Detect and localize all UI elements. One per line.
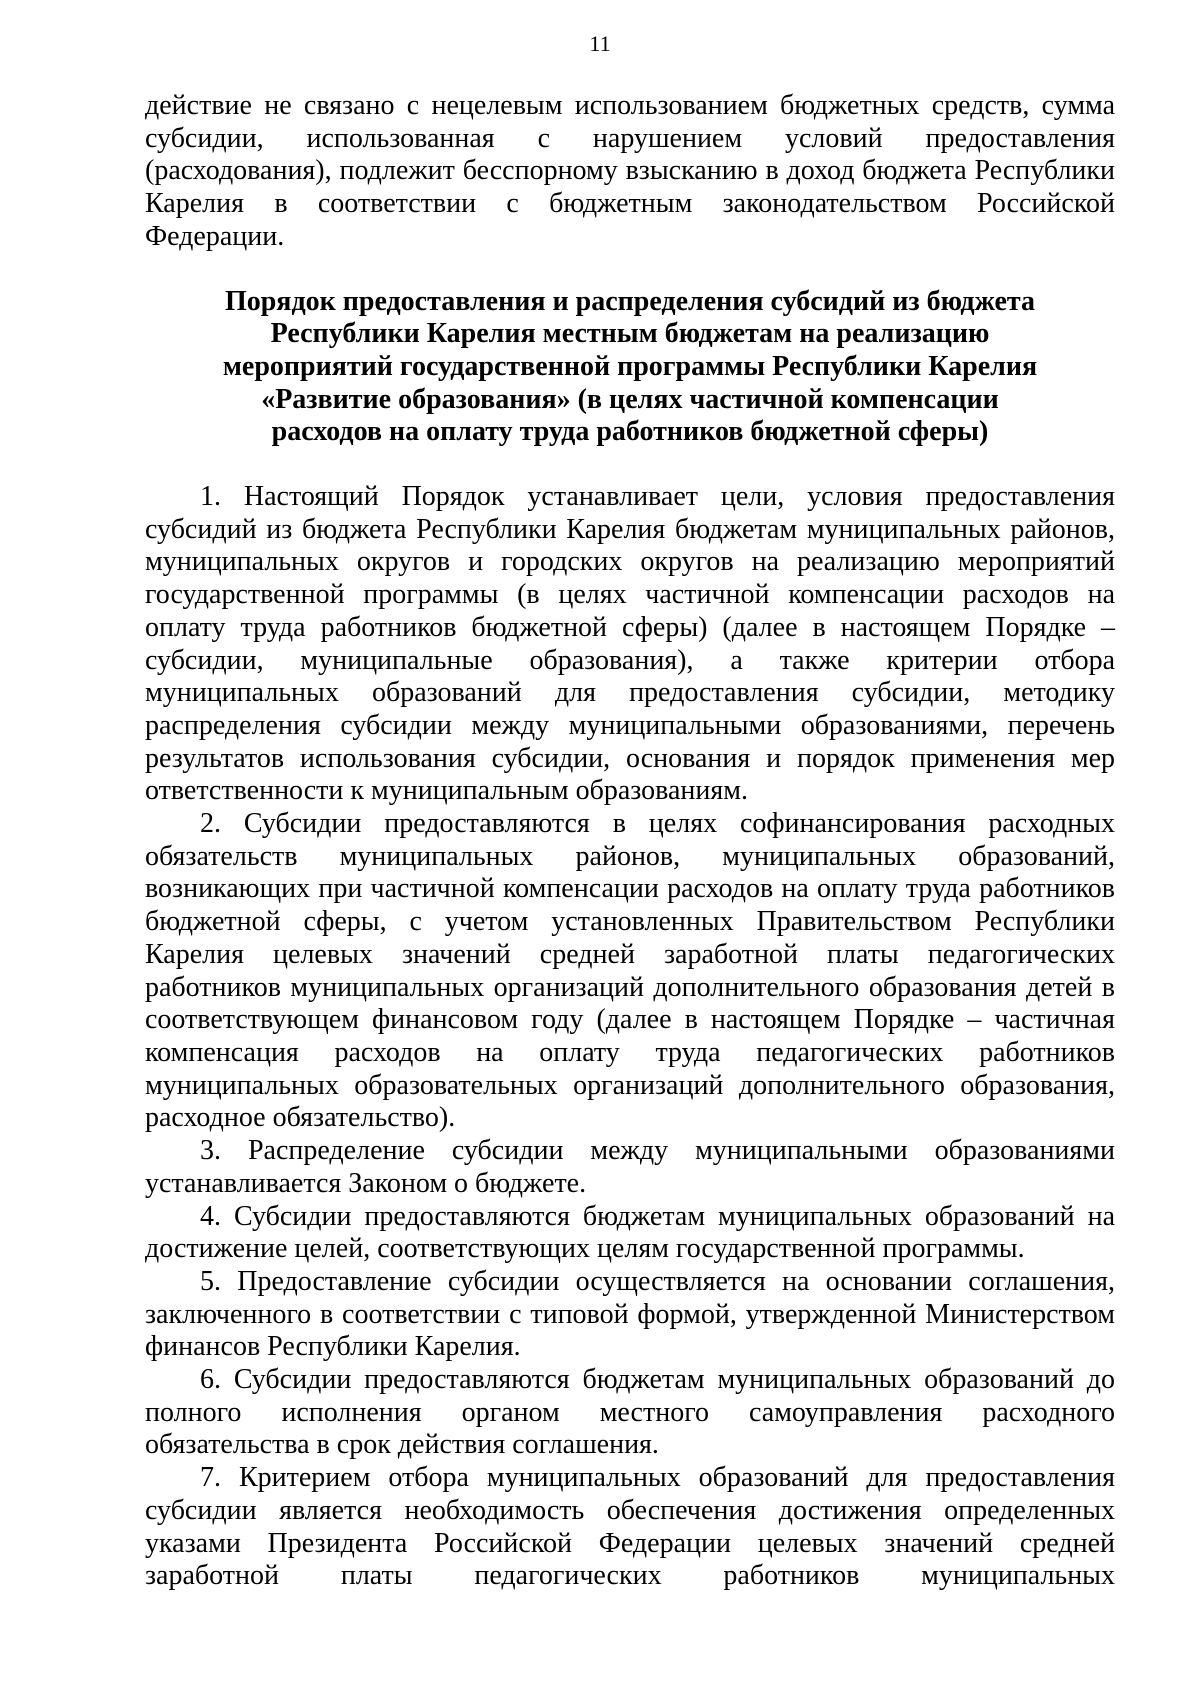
heading-line: Республики Карелия местным бюджетам на реализацию <box>270 318 990 350</box>
document-body <box>145 90 1115 1593</box>
page-number: 11 <box>589 31 611 56</box>
intro-paragraph: действие не связано с нецелевым использованием бюджетных средств, сумма субсидии, использованная с нарушением условий предоставления (расходования), подлежит бесспорному взысканию в доход бюджета Республики Карелия в соответствии с бюджетным законодательством Российской Федерации. <box>145 90 1115 252</box>
paragraph-3: 3. Распределение субсидии между муниципальными образованиями устанавливается Законом о бюджете. <box>145 1135 1115 1199</box>
heading-line: «Развитие образования» (в целях частичной компенсации <box>261 383 999 415</box>
paragraph-6: 6. Субсидии предоставляются бюджетам муниципальных образований до полного исполнения органом местного самоуправления расходного обязательства в срок действия соглашения. <box>145 1364 1115 1461</box>
heading-line: расходов на оплату труда работников бюджетной сферы) <box>271 416 989 448</box>
paragraph-2: 2. Субсидии предоставляются в целях софинансирования расходных обязательств муниципальных районов, муниципальных образований, возникающих при частичной компенсации расходов на оплату труда работников бюджетной сферы, с учетом установленных Правительством Республики Карелия целевых значений средней заработной платы педагогических работников муниципальных организаций дополнительного образования детей в соответствующем финансовом году (далее в настоящем Порядке – частичная компенсация расходов на оплату труда педагогических работников муниципальных образовательных организаций дополнительного образования, расходное обязательство). <box>145 808 1115 1134</box>
paragraph-5: 5. Предоставление субсидии осуществляется на основании соглашения, заключенного в соответствии с типовой формой, утвержденной Министерством финансов Республики Карелия. <box>145 1265 1115 1363</box>
paragraph-4: 4. Субсидии предоставляются бюджетам муниципальных образований на достижение целей, соответствующих целям государственной программы. <box>145 1200 1115 1265</box>
section-heading <box>145 286 1115 450</box>
heading-line: Порядок предоставления и распределения субсидий из бюджета <box>224 285 1036 317</box>
paragraph-1: 1. Настоящий Порядок устанавливает цели, условия предоставления субсидий из бюджета Республики Карелия бюджетам муниципальных районов, муниципальных округов и городских округов на реализацию мероприятий государственной программы (в целях частичной компенсации расходов на оплату труда работников бюджетной сферы) (далее в настоящем Порядке – субсидии, муниципальные образования), а также критерии отбора муниципальных образований для предоставления субсидии, методику распределения субсидии между муниципальными образованиями, перечень результатов использования субсидии, основания и порядок применения мер ответственности к муниципальным образованиям. <box>145 481 1115 807</box>
heading-line: мероприятий государственной программы Республики Карелия <box>222 350 1038 382</box>
paragraph-7: 7. Критерием отбора муниципальных образований для предоставления субсидии является необходимость обеспечения достижения определенных указами Президента Российской Федерации целевых значений средней заработной платы педагогических работников муниципальных <box>145 1462 1115 1592</box>
